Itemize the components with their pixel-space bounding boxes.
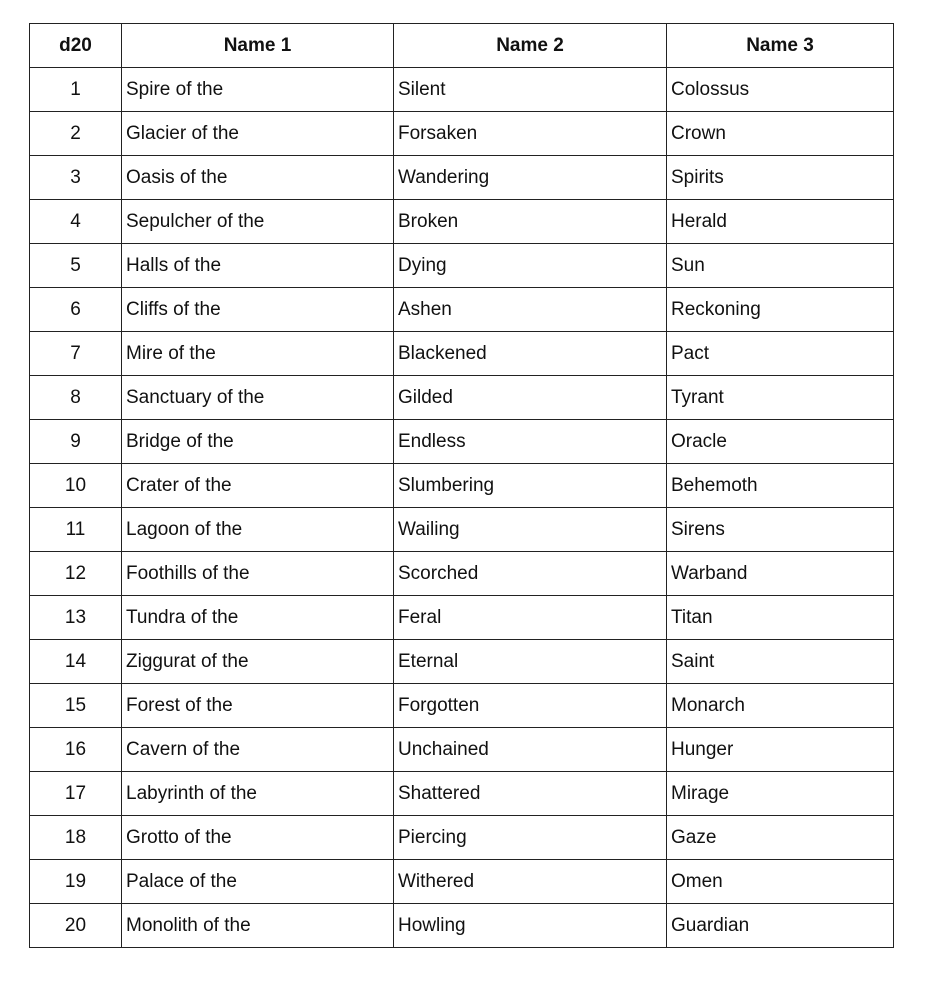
name-3-cell: Saint [667,640,894,684]
header-row [30,24,894,68]
name-1-cell: Bridge of the [122,420,394,464]
name-3-cell: Mirage [667,772,894,816]
roll-number: 16 [30,728,122,772]
roll-number: 17 [30,772,122,816]
name-1-cell: Sepulcher of the [122,200,394,244]
name-1-cell: Halls of the [122,244,394,288]
name-2-cell: Piercing [394,816,667,860]
name-3-cell: Warband [667,552,894,596]
table-row [30,244,894,288]
roll-number: 10 [30,464,122,508]
name-3-cell: Hunger [667,728,894,772]
roll-number: 8 [30,376,122,420]
name-2-cell: Forsaken [394,112,667,156]
name-1-cell: Spire of the [122,68,394,112]
table-row [30,860,894,904]
table-row [30,640,894,684]
name-1-cell: Glacier of the [122,112,394,156]
name-3-cell: Sun [667,244,894,288]
table-row [30,596,894,640]
roll-number: 20 [30,904,122,948]
name-2-cell: Dying [394,244,667,288]
table-row [30,552,894,596]
name-1-cell: Monolith of the [122,904,394,948]
name-2-cell: Gilded [394,376,667,420]
roll-number: 2 [30,112,122,156]
table-row [30,68,894,112]
table-row [30,728,894,772]
name-2-cell: Silent [394,68,667,112]
table-row [30,772,894,816]
header-name-3: Name 3 [667,24,894,68]
header-name-2: Name 2 [394,24,667,68]
name-2-cell: Forgotten [394,684,667,728]
name-1-cell: Cliffs of the [122,288,394,332]
name-3-cell: Colossus [667,68,894,112]
table-row [30,156,894,200]
table-row [30,508,894,552]
name-1-cell: Foothills of the [122,552,394,596]
name-2-cell: Eternal [394,640,667,684]
name-3-cell: Omen [667,860,894,904]
name-2-cell: Endless [394,420,667,464]
table-row [30,464,894,508]
roll-number: 9 [30,420,122,464]
name-2-cell: Slumbering [394,464,667,508]
roll-number: 5 [30,244,122,288]
table-body [30,68,894,948]
table-header [30,24,894,68]
roll-number: 3 [30,156,122,200]
name-2-cell: Withered [394,860,667,904]
table-row [30,112,894,156]
name-1-cell: Cavern of the [122,728,394,772]
name-2-cell: Shattered [394,772,667,816]
name-2-cell: Blackened [394,332,667,376]
table-row [30,904,894,948]
name-1-cell: Lagoon of the [122,508,394,552]
name-2-cell: Broken [394,200,667,244]
roll-number: 18 [30,816,122,860]
roll-number: 14 [30,640,122,684]
name-3-cell: Titan [667,596,894,640]
name-1-cell: Crater of the [122,464,394,508]
roll-number: 11 [30,508,122,552]
name-1-cell: Tundra of the [122,596,394,640]
name-1-cell: Ziggurat of the [122,640,394,684]
name-1-cell: Oasis of the [122,156,394,200]
table-row [30,684,894,728]
name-2-cell: Scorched [394,552,667,596]
name-3-cell: Pact [667,332,894,376]
name-3-cell: Spirits [667,156,894,200]
name-3-cell: Tyrant [667,376,894,420]
name-1-cell: Grotto of the [122,816,394,860]
roll-number: 4 [30,200,122,244]
header-name-1: Name 1 [122,24,394,68]
name-2-cell: Wailing [394,508,667,552]
name-1-cell: Palace of the [122,860,394,904]
roll-number: 15 [30,684,122,728]
table-row [30,376,894,420]
name-2-cell: Wandering [394,156,667,200]
table-row [30,420,894,464]
roll-number: 12 [30,552,122,596]
roll-number: 7 [30,332,122,376]
table-row [30,288,894,332]
name-3-cell: Reckoning [667,288,894,332]
roll-number: 6 [30,288,122,332]
name-1-cell: Sanctuary of the [122,376,394,420]
table-row [30,200,894,244]
name-3-cell: Monarch [667,684,894,728]
name-3-cell: Oracle [667,420,894,464]
table-row [30,816,894,860]
name-3-cell: Herald [667,200,894,244]
table-row [30,332,894,376]
d20-name-table [29,23,894,948]
name-1-cell: Forest of the [122,684,394,728]
header-d20: d20 [30,24,122,68]
roll-number: 13 [30,596,122,640]
name-1-cell: Mire of the [122,332,394,376]
roll-number: 19 [30,860,122,904]
name-3-cell: Crown [667,112,894,156]
roll-number: 1 [30,68,122,112]
name-3-cell: Gaze [667,816,894,860]
name-3-cell: Guardian [667,904,894,948]
name-3-cell: Sirens [667,508,894,552]
name-3-cell: Behemoth [667,464,894,508]
name-2-cell: Feral [394,596,667,640]
name-1-cell: Labyrinth of the [122,772,394,816]
name-2-cell: Unchained [394,728,667,772]
name-2-cell: Howling [394,904,667,948]
name-2-cell: Ashen [394,288,667,332]
